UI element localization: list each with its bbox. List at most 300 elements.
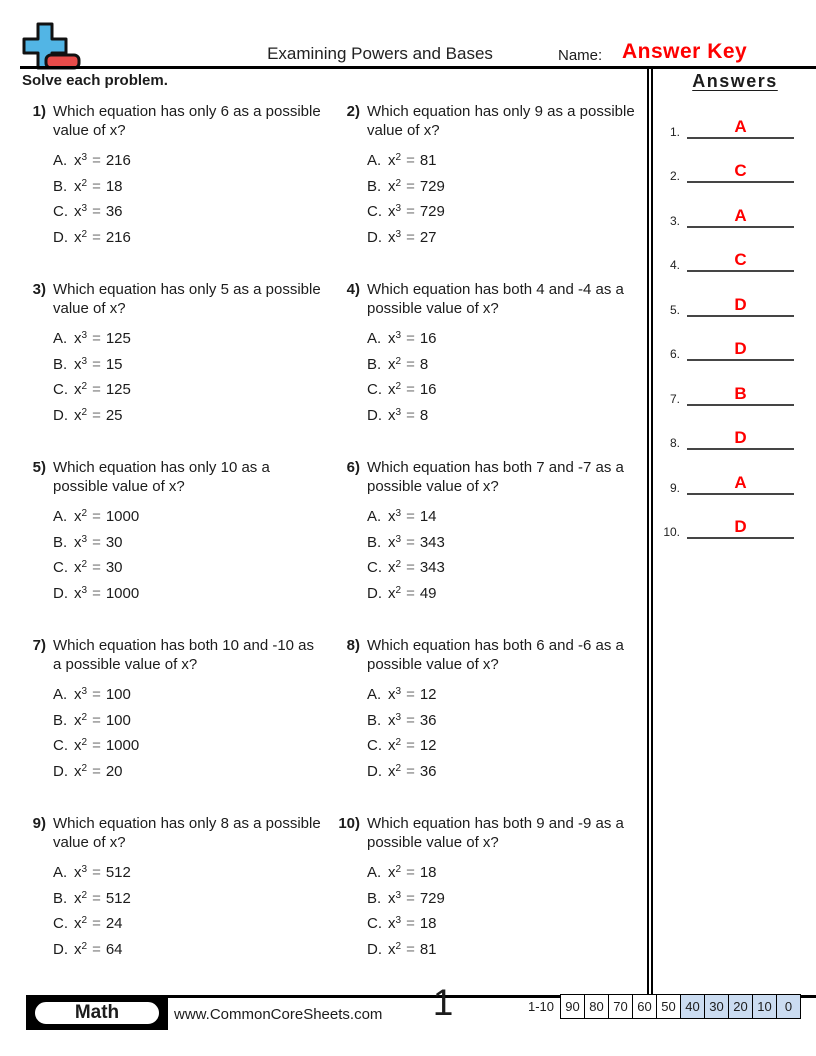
option-equation — [74, 941, 123, 958]
equation-base: x — [74, 559, 82, 577]
equation-base: x — [388, 330, 396, 348]
score-cell: 10 — [752, 995, 776, 1018]
option-equation — [74, 737, 139, 754]
answer-option — [367, 326, 644, 352]
problem — [338, 276, 644, 454]
equation-base: x — [74, 915, 82, 933]
equation-exponent: 3 — [395, 508, 402, 520]
answer-number: 5. — [669, 302, 680, 317]
option-equation — [74, 686, 131, 703]
answer-row — [656, 361, 814, 406]
equals-sign: = — [92, 762, 101, 780]
equals-sign: = — [92, 686, 101, 704]
equation-exponent: 2 — [395, 177, 402, 189]
option-letter: A. — [53, 508, 68, 526]
problem-question: Which equation has both 6 and -6 as a possible value of x? — [367, 637, 624, 673]
answer-option — [367, 759, 644, 785]
equation-value: 100 — [105, 711, 131, 729]
answer-row — [656, 228, 814, 273]
answer-option — [53, 937, 330, 963]
equals-sign: = — [406, 533, 415, 551]
problem-number: 6) — [346, 459, 360, 476]
answer-number: 1. — [669, 124, 680, 139]
option-equation — [388, 915, 437, 932]
options-list — [367, 682, 644, 784]
equals-sign: = — [92, 533, 101, 551]
option-equation — [388, 737, 437, 754]
equation-value: 1000 — [105, 584, 140, 602]
equation-base: x — [388, 889, 396, 907]
equation-exponent: 2 — [395, 559, 402, 571]
equation-value: 24 — [105, 915, 123, 933]
answer-letter: A — [687, 207, 794, 228]
option-equation — [74, 508, 139, 525]
equation-base: x — [74, 940, 82, 958]
answer-option — [53, 911, 330, 937]
equation-exponent: 2 — [81, 381, 88, 393]
options-list — [53, 682, 330, 784]
answer-letter: C — [687, 162, 794, 183]
option-letter: B. — [53, 355, 68, 373]
answer-option — [53, 148, 330, 174]
equation-exponent: 2 — [81, 508, 88, 520]
score-cell: 20 — [728, 995, 752, 1018]
equals-sign: = — [406, 762, 415, 780]
problem — [338, 98, 644, 276]
problem — [24, 98, 330, 276]
option-equation — [74, 178, 123, 195]
options-list — [53, 326, 330, 428]
equation-exponent: 2 — [81, 177, 88, 189]
option-equation — [388, 229, 437, 246]
answer-row — [656, 272, 814, 317]
answer-number: 7. — [669, 391, 680, 406]
answer-letter: B — [687, 385, 794, 406]
equation-value: 512 — [105, 864, 131, 882]
equation-base: x — [388, 737, 396, 755]
option-equation — [74, 763, 123, 780]
equation-base: x — [388, 152, 396, 170]
equals-sign: = — [406, 711, 415, 729]
equals-sign: = — [92, 330, 101, 348]
equation-exponent: 3 — [395, 203, 402, 215]
equals-sign: = — [92, 355, 101, 373]
answer-option — [53, 352, 330, 378]
option-letter: D. — [367, 940, 382, 958]
option-letter: A. — [367, 864, 382, 882]
equation-value: 81 — [419, 152, 437, 170]
equation-exponent: 2 — [395, 152, 402, 164]
answer-option — [367, 911, 644, 937]
answer-option — [367, 708, 644, 734]
option-equation — [388, 508, 437, 525]
answer-option — [367, 555, 644, 581]
equals-sign: = — [406, 737, 415, 755]
problem-number: 9) — [32, 815, 46, 832]
equals-sign: = — [92, 152, 101, 170]
options-list — [53, 504, 330, 606]
equation-exponent: 3 — [81, 203, 88, 215]
option-letter: C. — [53, 737, 68, 755]
equation-exponent: 2 — [395, 762, 402, 774]
equation-base: x — [74, 203, 82, 221]
option-letter: C. — [53, 915, 68, 933]
option-letter: C. — [367, 203, 382, 221]
score-table — [560, 994, 801, 1019]
equals-sign: = — [92, 940, 101, 958]
answer-option — [367, 199, 644, 225]
equation-base: x — [388, 940, 396, 958]
equation-value: 1000 — [105, 508, 140, 526]
equals-sign: = — [406, 406, 415, 424]
option-letter: A. — [367, 686, 382, 704]
equals-sign: = — [406, 381, 415, 399]
equation-exponent: 2 — [81, 762, 88, 774]
option-equation — [74, 712, 131, 729]
equation-value: 125 — [105, 381, 131, 399]
equation-exponent: 3 — [395, 915, 402, 927]
equals-sign: = — [92, 889, 101, 907]
equation-value: 16 — [419, 381, 437, 399]
equation-value: 15 — [105, 355, 123, 373]
equation-value: 36 — [105, 203, 123, 221]
option-equation — [388, 534, 445, 551]
option-letter: B. — [367, 711, 382, 729]
equation-value: 729 — [419, 889, 445, 907]
equation-value: 12 — [419, 737, 437, 755]
score-cell: 50 — [656, 995, 680, 1018]
answer-option — [53, 225, 330, 251]
score-cell: 90 — [561, 995, 584, 1018]
problem-question: Which equation has both 7 and -7 as a possible value of x? — [367, 459, 624, 495]
option-letter: A. — [53, 330, 68, 348]
equation-exponent: 2 — [395, 381, 402, 393]
score-row — [528, 994, 801, 1019]
page-title: Examining Powers and Bases — [267, 44, 493, 63]
answer-number: 8. — [669, 436, 680, 450]
equation-exponent: 3 — [81, 355, 88, 367]
option-letter: C. — [367, 559, 382, 577]
option-equation — [74, 585, 139, 602]
option-letter: A. — [53, 864, 68, 882]
answer-option — [367, 377, 644, 403]
answer-number: 2. — [669, 169, 680, 183]
website-url: www.CommonCoreSheets.com — [174, 1006, 383, 1023]
problem-number: 8) — [346, 637, 360, 654]
equals-sign: = — [406, 152, 415, 170]
options-list — [367, 504, 644, 606]
problem — [24, 810, 330, 988]
equals-sign: = — [406, 559, 415, 577]
equation-value: 512 — [105, 889, 131, 907]
answers-divider — [647, 69, 653, 995]
equation-value: 64 — [105, 940, 123, 958]
option-letter: D. — [367, 406, 382, 424]
equals-sign: = — [92, 406, 101, 424]
equals-sign: = — [92, 381, 101, 399]
option-equation — [388, 763, 437, 780]
equals-sign: = — [92, 203, 101, 221]
subject-label: Math — [33, 1000, 161, 1026]
option-equation — [388, 890, 445, 907]
option-letter: C. — [53, 559, 68, 577]
score-cell: 30 — [704, 995, 728, 1018]
equation-base: x — [388, 915, 396, 933]
equation-value: 12 — [419, 686, 437, 704]
option-equation — [74, 915, 123, 932]
answer-option — [367, 682, 644, 708]
equals-sign: = — [92, 508, 101, 526]
equation-exponent: 2 — [395, 584, 402, 596]
equals-sign: = — [406, 330, 415, 348]
answer-row — [656, 139, 814, 184]
options-list — [367, 148, 644, 250]
equals-sign: = — [92, 177, 101, 195]
equation-base: x — [388, 584, 396, 602]
answer-option — [53, 403, 330, 429]
answer-letter: C — [687, 251, 794, 272]
instructions-text: Solve each problem. — [22, 72, 168, 89]
option-letter: B. — [367, 177, 382, 195]
name-label: Name: — [558, 47, 603, 64]
equals-sign: = — [406, 864, 415, 882]
options-list — [367, 326, 644, 428]
equation-value: 729 — [419, 203, 445, 221]
equation-exponent: 3 — [81, 330, 88, 342]
score-cell: 80 — [584, 995, 608, 1018]
equation-exponent: 2 — [81, 559, 88, 571]
problem — [24, 454, 330, 632]
answer-option — [53, 530, 330, 556]
answer-letter: D — [687, 429, 794, 450]
answer-number: 4. — [669, 258, 680, 272]
equation-value: 216 — [105, 152, 131, 170]
equation-value: 16 — [419, 330, 437, 348]
equation-base: x — [74, 762, 82, 780]
answers-list — [656, 94, 814, 539]
option-equation — [74, 152, 131, 169]
answer-option — [367, 581, 644, 607]
equation-base: x — [388, 533, 396, 551]
equation-value: 125 — [105, 330, 131, 348]
problem — [338, 454, 644, 632]
problem — [24, 276, 330, 454]
option-letter: A. — [53, 152, 68, 170]
answer-option — [53, 708, 330, 734]
problem-question: Which equation has both 4 and -4 as a possible value of x? — [367, 281, 624, 317]
answer-row — [656, 406, 814, 451]
equation-value: 36 — [419, 711, 437, 729]
plus-minus-logo-icon — [20, 12, 82, 70]
equation-exponent: 3 — [81, 686, 88, 698]
answer-option — [367, 403, 644, 429]
equation-exponent: 2 — [395, 864, 402, 876]
equation-base: x — [74, 584, 82, 602]
equation-base: x — [74, 152, 82, 170]
answer-row — [656, 94, 814, 139]
problem-question: Which equation has only 6 as a possible value of x? — [53, 103, 321, 139]
answer-option — [53, 860, 330, 886]
equation-value: 729 — [419, 177, 445, 195]
option-equation — [74, 203, 123, 220]
option-equation — [388, 178, 445, 195]
equals-sign: = — [406, 508, 415, 526]
equation-base: x — [388, 864, 396, 882]
problem — [338, 632, 644, 810]
option-equation — [388, 381, 437, 398]
option-letter: D. — [53, 406, 68, 424]
problem-number: 5) — [32, 459, 46, 476]
equals-sign: = — [406, 203, 415, 221]
option-letter: B. — [53, 533, 68, 551]
equation-base: x — [388, 686, 396, 704]
equation-base: x — [388, 559, 396, 577]
options-list — [53, 860, 330, 962]
option-equation — [388, 152, 437, 169]
option-equation — [74, 330, 131, 347]
problem-question: Which equation has both 10 and -10 as a possible value of x? — [53, 637, 315, 673]
equation-base: x — [74, 228, 82, 246]
equation-base: x — [388, 355, 396, 373]
answer-row — [656, 495, 814, 540]
equals-sign: = — [406, 915, 415, 933]
answer-option — [53, 759, 330, 785]
answer-option — [53, 733, 330, 759]
answer-option — [53, 581, 330, 607]
answer-letter: A — [687, 474, 794, 495]
problem-number: 3) — [32, 281, 46, 298]
equation-exponent: 2 — [395, 737, 402, 749]
equation-base: x — [74, 177, 82, 195]
score-range-label: 1-10 — [528, 999, 555, 1014]
page-number: 1 — [432, 982, 454, 1023]
equation-base: x — [388, 228, 396, 246]
problem-number: 4) — [346, 281, 360, 298]
option-equation — [74, 864, 131, 881]
option-equation — [74, 407, 123, 424]
equation-exponent: 2 — [81, 940, 88, 952]
problem-question: Which equation has only 8 as a possible value of x? — [53, 815, 321, 851]
answer-option — [367, 937, 644, 963]
equation-exponent: 3 — [395, 533, 402, 545]
equals-sign: = — [406, 228, 415, 246]
equation-base: x — [74, 355, 82, 373]
answer-letter: A — [687, 118, 794, 139]
equation-base: x — [74, 406, 82, 424]
equals-sign: = — [406, 584, 415, 602]
equals-sign: = — [406, 686, 415, 704]
problem-number: 7) — [32, 637, 46, 654]
equation-exponent: 2 — [81, 737, 88, 749]
answer-option — [367, 148, 644, 174]
option-letter: B. — [53, 177, 68, 195]
equation-value: 18 — [105, 177, 123, 195]
option-letter: C. — [53, 381, 68, 399]
equation-base: x — [74, 711, 82, 729]
equation-base: x — [74, 330, 82, 348]
equation-exponent: 3 — [81, 584, 88, 596]
equals-sign: = — [406, 940, 415, 958]
problem — [24, 632, 330, 810]
answer-number: 6. — [669, 347, 680, 361]
answer-letter: D — [687, 296, 794, 317]
equation-exponent: 2 — [395, 355, 402, 367]
option-equation — [388, 356, 428, 373]
equation-value: 18 — [419, 864, 437, 882]
equals-sign: = — [92, 864, 101, 882]
equals-sign: = — [92, 737, 101, 755]
option-letter: B. — [53, 711, 68, 729]
option-equation — [388, 585, 437, 602]
equation-exponent: 3 — [81, 152, 88, 164]
score-cell: 40 — [680, 995, 704, 1018]
equation-value: 14 — [419, 508, 437, 526]
problem-question: Which equation has only 5 as a possible value of x? — [53, 281, 321, 317]
equation-value: 20 — [105, 762, 123, 780]
equation-base: x — [388, 711, 396, 729]
equals-sign: = — [92, 228, 101, 246]
equation-base: x — [388, 762, 396, 780]
answer-option — [53, 174, 330, 200]
option-letter: B. — [367, 889, 382, 907]
equation-base: x — [74, 686, 82, 704]
option-letter: C. — [53, 203, 68, 221]
equation-value: 30 — [105, 533, 123, 551]
option-letter: C. — [367, 381, 382, 399]
option-equation — [388, 941, 437, 958]
option-letter: D. — [53, 584, 68, 602]
equals-sign: = — [92, 711, 101, 729]
answer-number: 10. — [663, 525, 680, 539]
option-equation — [74, 356, 123, 373]
equation-base: x — [74, 381, 82, 399]
equation-base: x — [74, 533, 82, 551]
score-cell: 60 — [632, 995, 656, 1018]
equation-exponent: 3 — [81, 864, 88, 876]
option-letter: C. — [367, 737, 382, 755]
equation-base: x — [388, 177, 396, 195]
option-letter: A. — [367, 152, 382, 170]
option-equation — [388, 686, 437, 703]
answer-row — [656, 450, 814, 495]
answer-row — [656, 317, 814, 362]
equals-sign: = — [92, 584, 101, 602]
option-letter: A. — [367, 508, 382, 526]
equation-exponent: 3 — [395, 228, 402, 240]
option-letter: C. — [367, 915, 382, 933]
header-divider — [20, 66, 816, 69]
problem-number: 1) — [32, 103, 46, 120]
answer-letter: D — [687, 340, 794, 361]
subject-badge — [26, 996, 168, 1030]
equation-exponent: 2 — [81, 711, 88, 723]
answer-option — [53, 326, 330, 352]
option-equation — [74, 229, 131, 246]
equation-value: 1000 — [105, 737, 140, 755]
equation-base: x — [388, 203, 396, 221]
equation-value: 25 — [105, 406, 123, 424]
answer-option — [367, 860, 644, 886]
equation-base: x — [74, 864, 82, 882]
equation-exponent: 3 — [81, 533, 88, 545]
equation-exponent: 2 — [81, 889, 88, 901]
problem — [338, 810, 644, 988]
answer-option — [367, 504, 644, 530]
answers-panel — [656, 71, 814, 539]
answer-option — [53, 886, 330, 912]
equals-sign: = — [406, 355, 415, 373]
option-letter: B. — [367, 533, 382, 551]
